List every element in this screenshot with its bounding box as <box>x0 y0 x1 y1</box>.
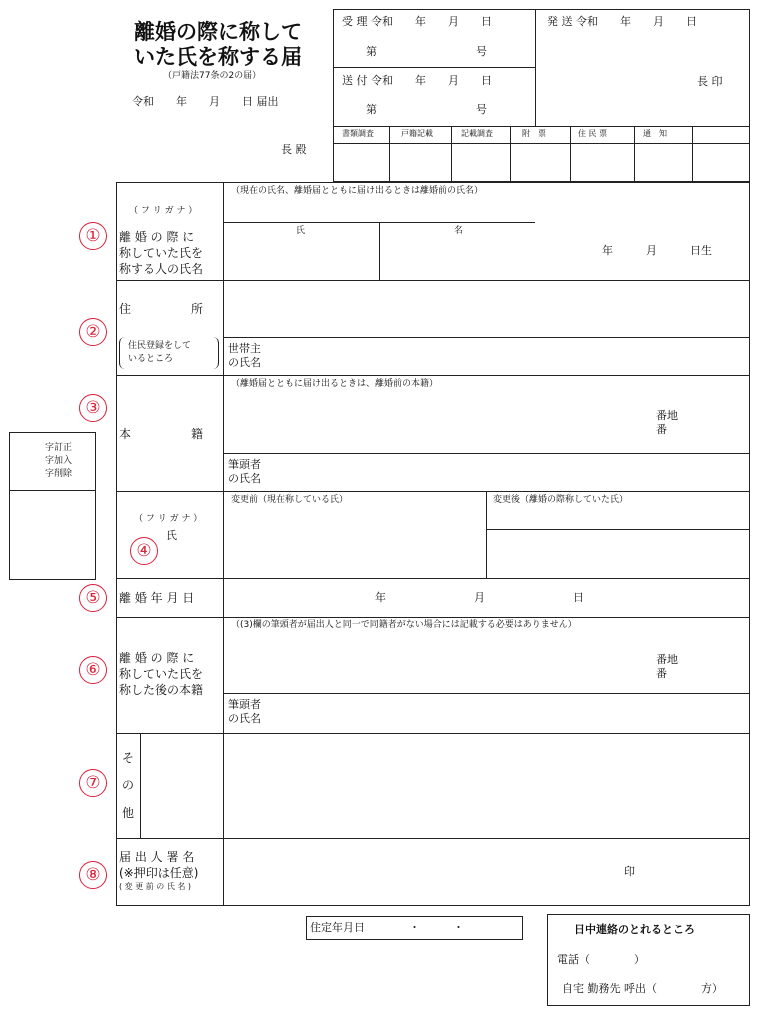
s6-honseki-field[interactable] <box>225 636 645 691</box>
form-title-line2: いた氏を称する届 <box>134 45 302 69</box>
s2-sub-1: 住民登録をして <box>128 341 192 351</box>
juri-date: 受 理 令和 年 月 日 <box>342 15 492 28</box>
s3-label: 本 籍 <box>119 427 204 441</box>
juri-number: 第 号 <box>366 45 487 58</box>
correction-label-1: 字訂正 <box>45 443 73 453</box>
jutei-date: 住定年月日 ・ ・ <box>310 921 464 934</box>
s1-birthdate: 年 月 日生 <box>602 244 712 257</box>
section-number-1: ① <box>79 222 107 250</box>
s8-in-mark: 印 <box>624 865 635 878</box>
section-number-6: ⑥ <box>79 656 107 684</box>
section-number-2: ② <box>79 318 107 346</box>
s6-label-3: 称した後の本籍 <box>119 683 204 697</box>
check-fuhyo: 附 票 <box>522 129 546 138</box>
s6-hittousha-1: 筆頭者 <box>228 698 261 711</box>
section-number-4: ④ <box>130 537 158 565</box>
s1-label-3: 称する人の氏名 <box>119 262 204 276</box>
form-title-line1: 離婚の際に称して <box>134 20 302 44</box>
s1-name-field[interactable] <box>225 224 377 278</box>
s2-address-field[interactable] <box>225 282 748 335</box>
correction-label-2: 字加入 <box>45 456 73 466</box>
s1-label-1: 離 婚 の 際 に <box>119 230 195 244</box>
s4-after-label: 変更後（離婚の際称していた氏） <box>493 495 629 505</box>
sofu-date: 送 付 令和 年 月 日 <box>342 74 492 87</box>
s5-date-field[interactable] <box>225 580 748 615</box>
s6-label-1: 離 婚 の 際 に <box>119 651 195 665</box>
s2-sub-2: いるところ <box>128 354 174 364</box>
s3-hittousha-1: 筆頭者 <box>228 458 261 471</box>
s4-before-label: 変更前（現在称している氏） <box>231 495 349 505</box>
s8-label-2: (※押印は任意) <box>119 866 199 880</box>
s1-furigana-label: （ フ リ ガ ナ ） <box>129 206 198 216</box>
s6-label-2: 称していた氏を <box>119 667 204 681</box>
s6-ban: 番 <box>656 667 667 680</box>
s5-date: 年 月 日 <box>375 591 584 604</box>
s4-after-field[interactable] <box>488 531 748 576</box>
s2-setainushi-2: の氏名 <box>228 356 261 369</box>
recipient-label: 長 殿 <box>281 143 307 156</box>
s8-label-3: ( 変 更 前 の 氏 名 ) <box>119 882 192 891</box>
s3-banchi: 番地 <box>656 409 678 422</box>
check-shorui: 書類調査 <box>342 129 374 138</box>
s1-mei-label: 名 <box>454 226 464 236</box>
s7-label-ta: 他 <box>122 806 135 820</box>
form-subtitle: （戸籍法77条の2の届） <box>163 71 262 81</box>
s6-note: （(3)欄の筆頭者が届出人と同一で同籍者がない場合には記載する必要はありません） <box>231 620 577 630</box>
s8-signature-field[interactable] <box>225 840 748 904</box>
s3-hittousha-2: の氏名 <box>228 472 261 485</box>
s6-hittousha-2: の氏名 <box>228 712 261 725</box>
chouin-label: 長 印 <box>697 75 723 88</box>
check-kisai: 記載調査 <box>461 129 493 138</box>
s1-uji-label: 氏 <box>296 226 306 236</box>
check-juminhyo: 住 民 票 <box>578 129 608 138</box>
s7-other-field[interactable] <box>142 735 748 836</box>
contact-phone: 電話（ ） <box>557 953 645 966</box>
s4-before-field[interactable] <box>225 510 484 576</box>
s8-label-1: 届 出 人 署 名 <box>119 850 195 864</box>
check-tsuchi: 通 知 <box>643 129 667 138</box>
s3-note: （離婚届とともに届け出るときは、離婚前の本籍） <box>231 379 439 389</box>
correction-box <box>9 432 96 580</box>
filing-date: 令和 年 月 日 届出 <box>132 95 279 108</box>
s5-label: 離 婚 年 月 日 <box>119 591 195 605</box>
section-number-5: ⑤ <box>79 584 107 612</box>
sofu-number: 第 号 <box>366 103 487 116</box>
contact-place: 自宅 勤務先 呼出（ 方） <box>562 982 723 995</box>
contact-title: 日中連絡のとれるところ <box>574 923 695 936</box>
s3-honseki-field[interactable] <box>225 395 645 451</box>
s1-label-2: 称していた氏を <box>119 246 204 260</box>
check-koseki: 戸籍記載 <box>401 129 433 138</box>
section-number-8: ⑧ <box>79 861 107 889</box>
s7-label-so: そ <box>122 751 135 765</box>
s2-setainushi-1: 世帯主 <box>228 342 261 355</box>
s1-note: （現在の氏名、離婚届とともに届け出るときは離婚前の氏名） <box>231 186 484 196</box>
s4-uji-label: 氏 <box>166 529 177 542</box>
correction-label-3: 字削除 <box>45 469 73 479</box>
section-number-7: ⑦ <box>79 769 107 797</box>
office-use-table <box>333 9 750 182</box>
s3-ban: 番 <box>656 423 667 436</box>
section-number-3: ③ <box>79 394 107 422</box>
s6-banchi: 番地 <box>656 653 678 666</box>
s7-label-no: の <box>122 778 135 792</box>
hasso-date: 発 送 令和 年 月 日 <box>547 15 697 28</box>
s2-label: 住 所 <box>119 302 204 316</box>
s4-furigana-label: （ フ リ ガ ナ ） <box>134 514 203 524</box>
